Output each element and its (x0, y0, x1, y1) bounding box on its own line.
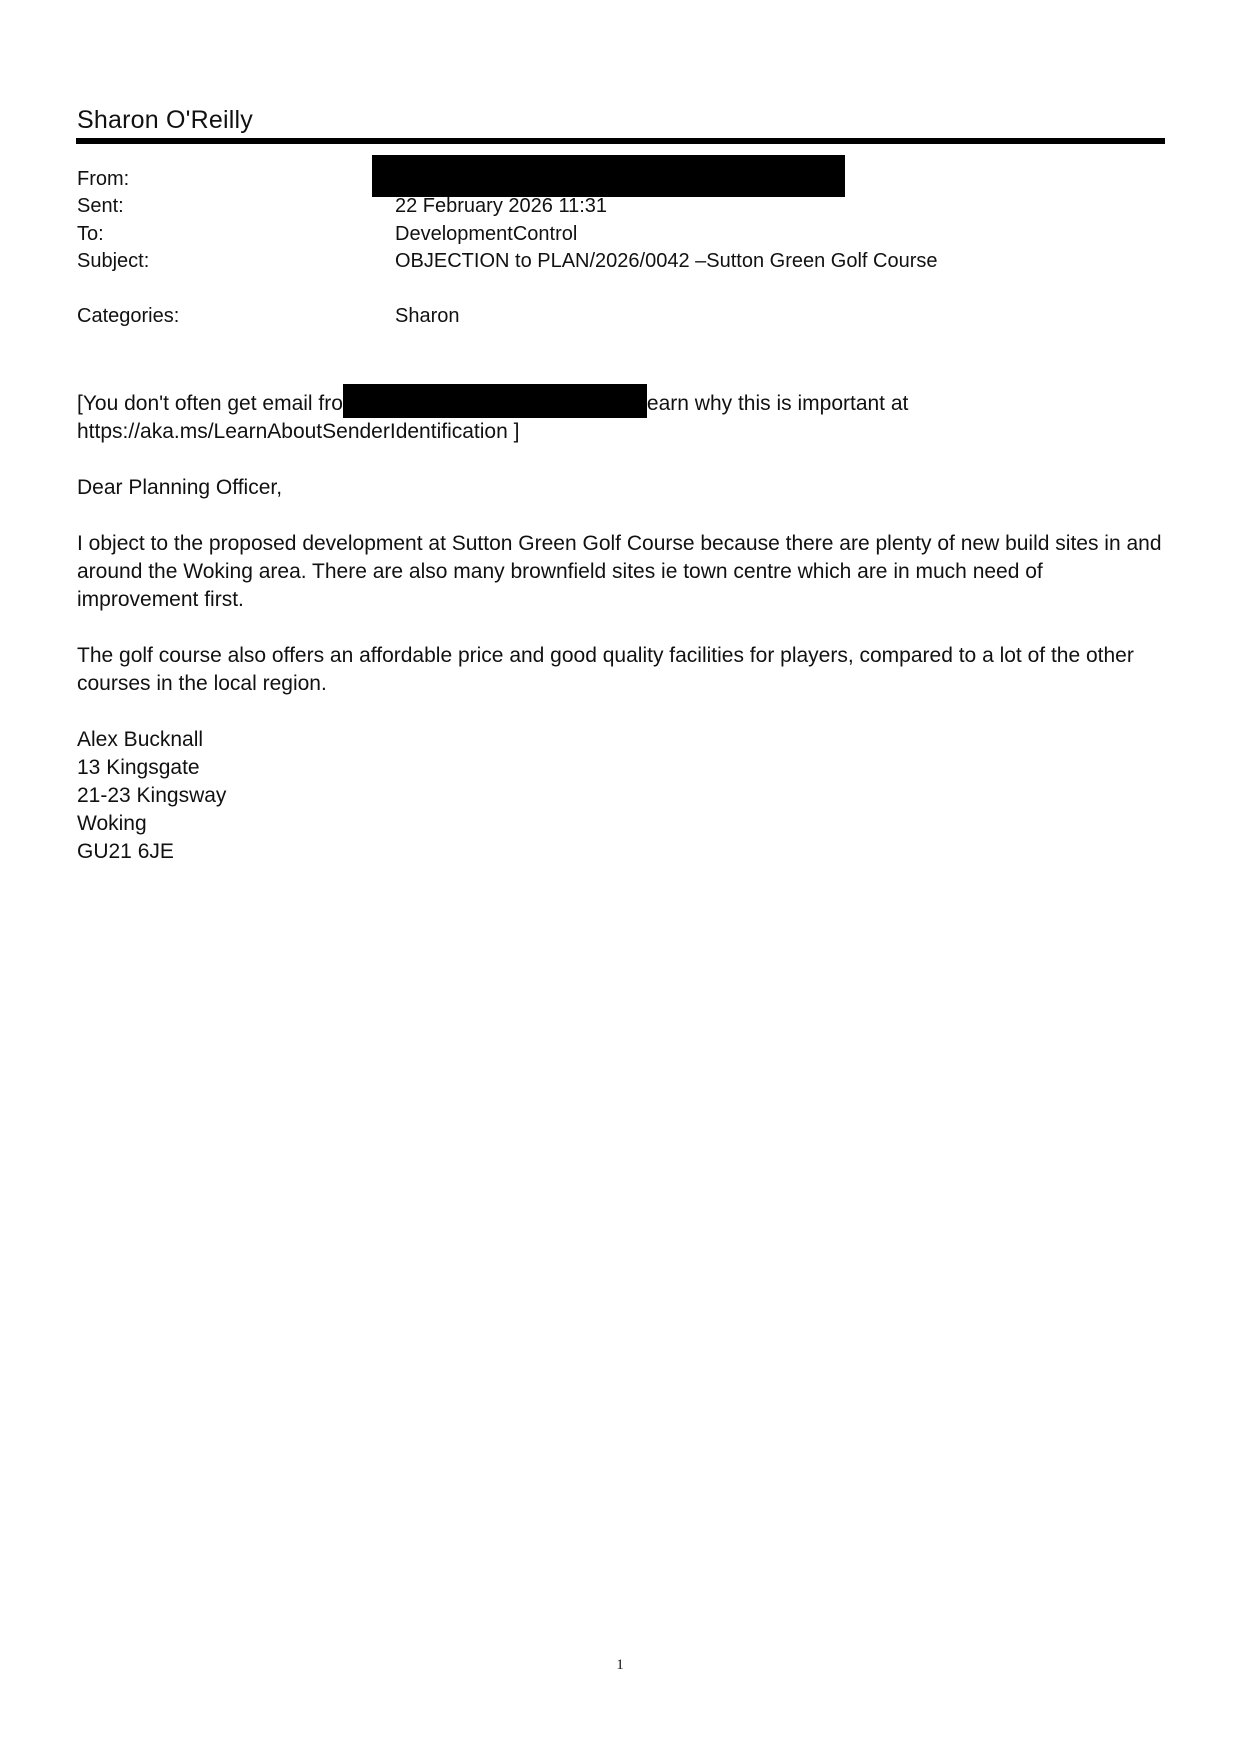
header-divider (76, 138, 1165, 144)
notice-text-start: [You don't often get email fro (77, 392, 343, 415)
mailbox-owner-name: Sharon O'Reilly (77, 106, 253, 134)
notice-text-end: earn why this is important at (646, 392, 909, 415)
sent-value: 22 February 2026 11:31 (395, 195, 608, 217)
signature-name: Alex Bucknall (77, 728, 204, 751)
body-paragraph-2: The golf course also offers an affordable price and good quality facilities for players, compared to a lot of the other courses in the local region. (77, 644, 1134, 695)
external-sender-notice (77, 384, 1167, 446)
notice-redaction (343, 384, 647, 418)
address-town: Woking (77, 812, 147, 835)
subject-value: OBJECTION to PLAN/2026/0042 –Sutton Green Golf Course (395, 250, 938, 272)
address-postcode: GU21 6JE (77, 840, 174, 863)
address-line-2: 21-23 Kingsway (77, 784, 227, 807)
categories-label: Categories: (77, 305, 180, 327)
salutation: Dear Planning Officer, (77, 476, 283, 499)
address-line-1: 13 Kingsgate (77, 756, 200, 779)
body-paragraph-1: I object to the proposed development at Sutton Green Golf Course because there are plenty of new build sites in and around the Woking area. There are also many brownfield sites ie town centre which are in much need of improvement first. (77, 532, 1162, 611)
sent-label: Sent: (77, 195, 124, 217)
page-number: 1 (616, 1657, 624, 1673)
categories-value: Sharon (395, 305, 460, 327)
to-label: To: (77, 223, 104, 245)
subject-label: Subject: (77, 250, 150, 272)
signature-block (77, 726, 1167, 866)
from-label: From: (77, 168, 130, 190)
from-redaction (372, 155, 845, 197)
email-body (77, 384, 1167, 894)
notice-link: https://aka.ms/LearnAboutSenderIdentification ] (77, 420, 520, 443)
to-value: DevelopmentControl (395, 223, 578, 245)
